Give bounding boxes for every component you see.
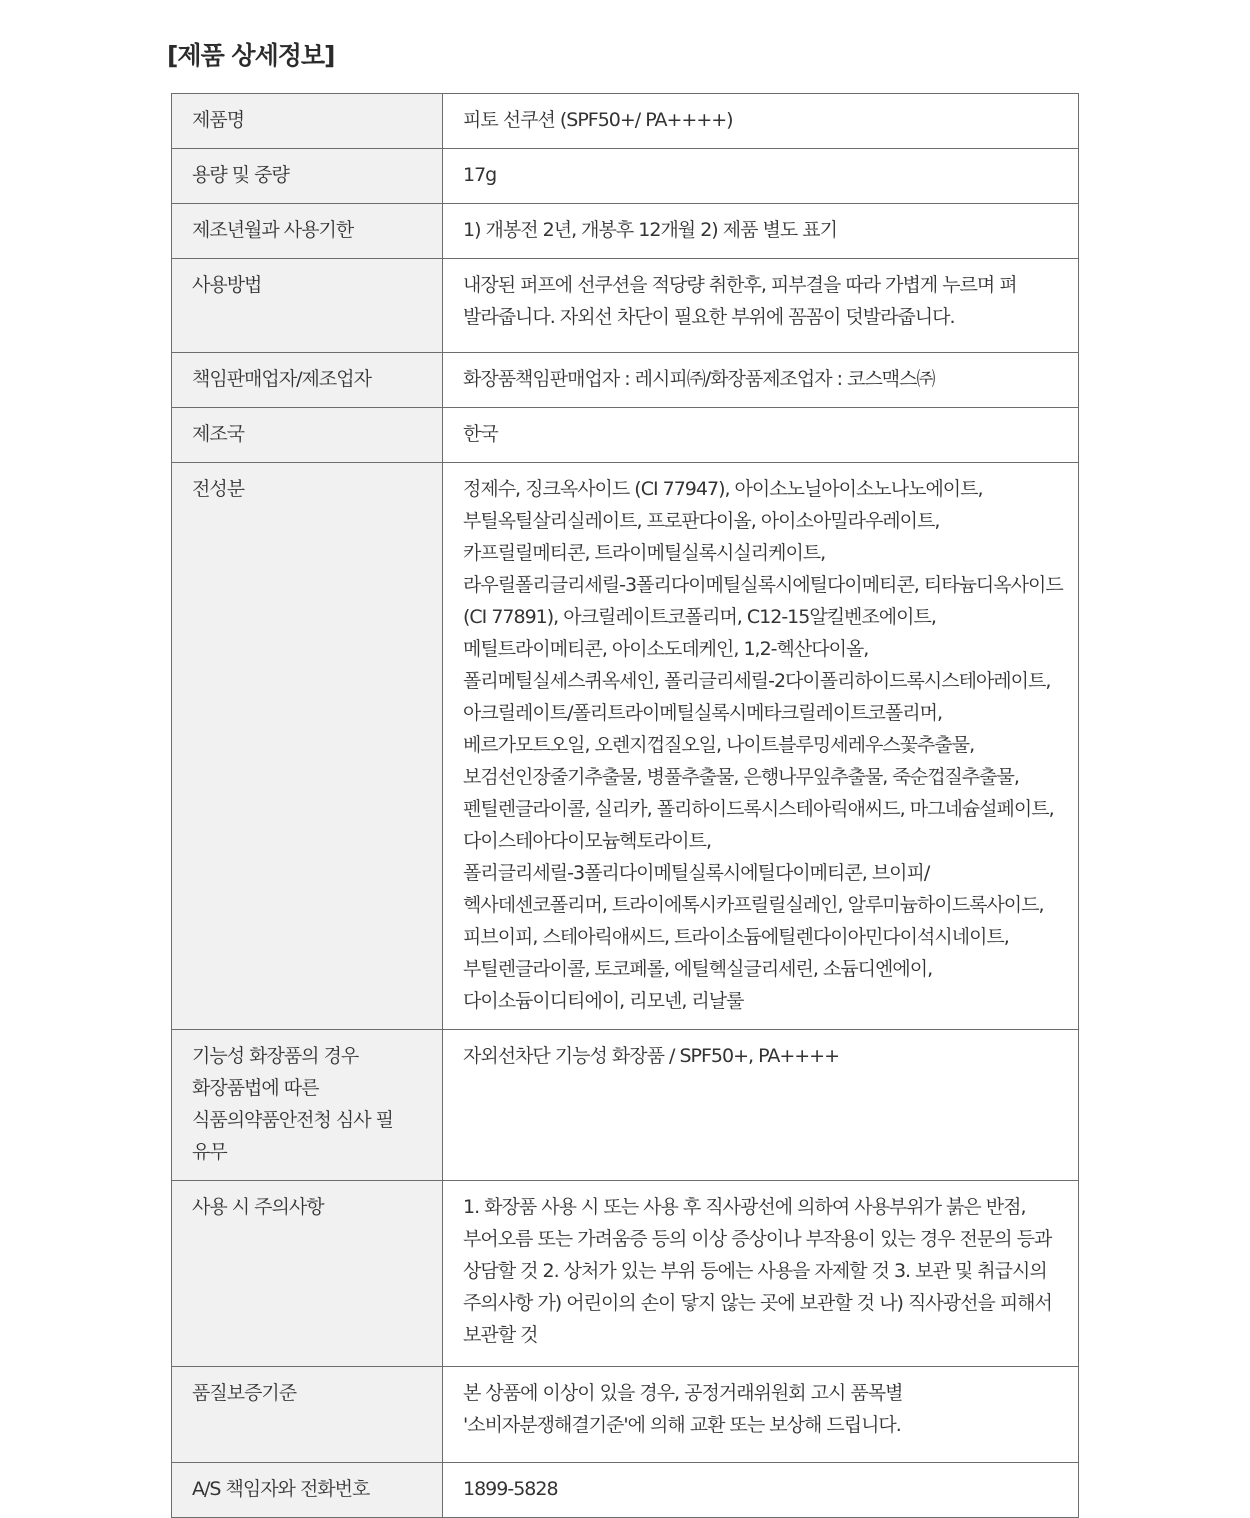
row-label: 사용 시 주의사항	[172, 1181, 443, 1367]
table-row	[172, 94, 1079, 149]
row-label: 제조년월과 사용기한	[172, 204, 443, 259]
table-row	[172, 353, 1079, 408]
row-value: 1. 화장품 사용 시 또는 사용 후 직사광선에 의하여 사용부위가 붉은 반점, 부어오름 또는 가려움증 등의 이상 증상이나 부작용이 있는 경우 전문의 등과 상담할 것 2. 상처가 있는 부위 등에는 사용을 자제할 것 3. 보관 및 취급시의 주의사항 가) 어린이의 손이 닿지 않는 곳에 보관할 것 나) 직사광선을 피해서 보관할 것	[443, 1181, 1079, 1367]
row-label: 전성분	[172, 463, 443, 1030]
row-label: 책임판매업자/제조업자	[172, 353, 443, 408]
row-value: 정제수, 징크옥사이드 (CI 77947), 아이소노닐아이소노나노에이트, 부틸옥틸살리실레이트, 프로판다이올, 아이소아밀라우레이트, 카프릴릴메티콘, 트라이메틸실록시실리케이트, 라우릴폴리글리세릴-3폴리다이메틸실록시에틸다이메티콘, 티타늄디옥사이드 (CI 77891), 아크릴레이트코폴리머, C12-15알킬벤조에이트, 메틸트라이메티콘, 아이소도데케인, 1,2-헥산다이올, 폴리메틸실세스퀴옥세인, 폴리글리세릴-2다이폴리하이드록시스테아레이트, 아크릴레이트/폴리트라이메틸실록시메타크릴레이트코폴리머, 베르가모트오일, 오렌지껍질오일, 나이트블루밍세레우스꽃추출물, 보검선인장줄기추출물, 병풀추출물, 은행나무잎추출물, 죽순껍질추출물, 펜틸렌글라이콜, 실리카, 폴리하이드록시스테아릭애씨드, 마그네슘설페이트, 다이스테아다이모늄헥토라이트, 폴리글리세릴-3폴리다이메틸실록시에틸다이메티콘, 브이피/헥사데센코폴리머, 트라이에톡시카프릴릴실레인, 알루미늄하이드록사이드, 피브이피, 스테아릭애씨드, 트라이소듐에틸렌다이아민다이석시네이트, 부틸렌글라이콜, 토코페롤, 에틸헥실글리세린, 소듐디엔에이, 다이소듐이디티에이, 리모넨, 리날룰	[443, 463, 1079, 1030]
row-label: 사용방법	[172, 259, 443, 353]
page-title: [제품 상세정보]	[167, 41, 335, 70]
table-row	[172, 149, 1079, 204]
row-label: 제품명	[172, 94, 443, 149]
table-row	[172, 1367, 1079, 1463]
row-value: 1899-5828	[443, 1463, 1079, 1518]
table-row	[172, 204, 1079, 259]
row-value: 내장된 퍼프에 선쿠션을 적당량 취한후, 피부결을 따라 가볍게 누르며 펴 발라줍니다. 자외선 차단이 필요한 부위에 꼼꼼이 덧발라줍니다.	[443, 259, 1079, 353]
row-label: 용량 및 중량	[172, 149, 443, 204]
row-value: 한국	[443, 408, 1079, 463]
table-row	[172, 259, 1079, 353]
row-value: 본 상품에 이상이 있을 경우, 공정거래위원회 고시 품목별 '소비자분쟁해결기준'에 의해 교환 또는 보상해 드립니다.	[443, 1367, 1079, 1463]
row-value: 1) 개봉전 2년, 개봉후 12개월 2) 제품 별도 표기	[443, 204, 1079, 259]
table-row	[172, 1181, 1079, 1367]
table-row	[172, 1463, 1079, 1518]
row-value: 17g	[443, 149, 1079, 204]
table-row	[172, 408, 1079, 463]
row-label: A/S 책임자와 전화번호	[172, 1463, 443, 1518]
table-row	[172, 1030, 1079, 1181]
row-value: 자외선차단 기능성 화장품 / SPF50+, PA++++	[443, 1030, 1079, 1181]
product-detail-table	[171, 93, 1079, 1518]
table-row	[172, 463, 1079, 1030]
row-value: 피토 선쿠션 (SPF50+/ PA++++)	[443, 94, 1079, 149]
row-label: 품질보증기준	[172, 1367, 443, 1463]
row-value: 화장품책임판매업자 : 레시피㈜/화장품제조업자 : 코스맥스㈜	[443, 353, 1079, 408]
row-label: 제조국	[172, 408, 443, 463]
row-label: 기능성 화장품의 경우 화장품법에 따른 식품의약품안전청 심사 필 유무	[172, 1030, 443, 1181]
